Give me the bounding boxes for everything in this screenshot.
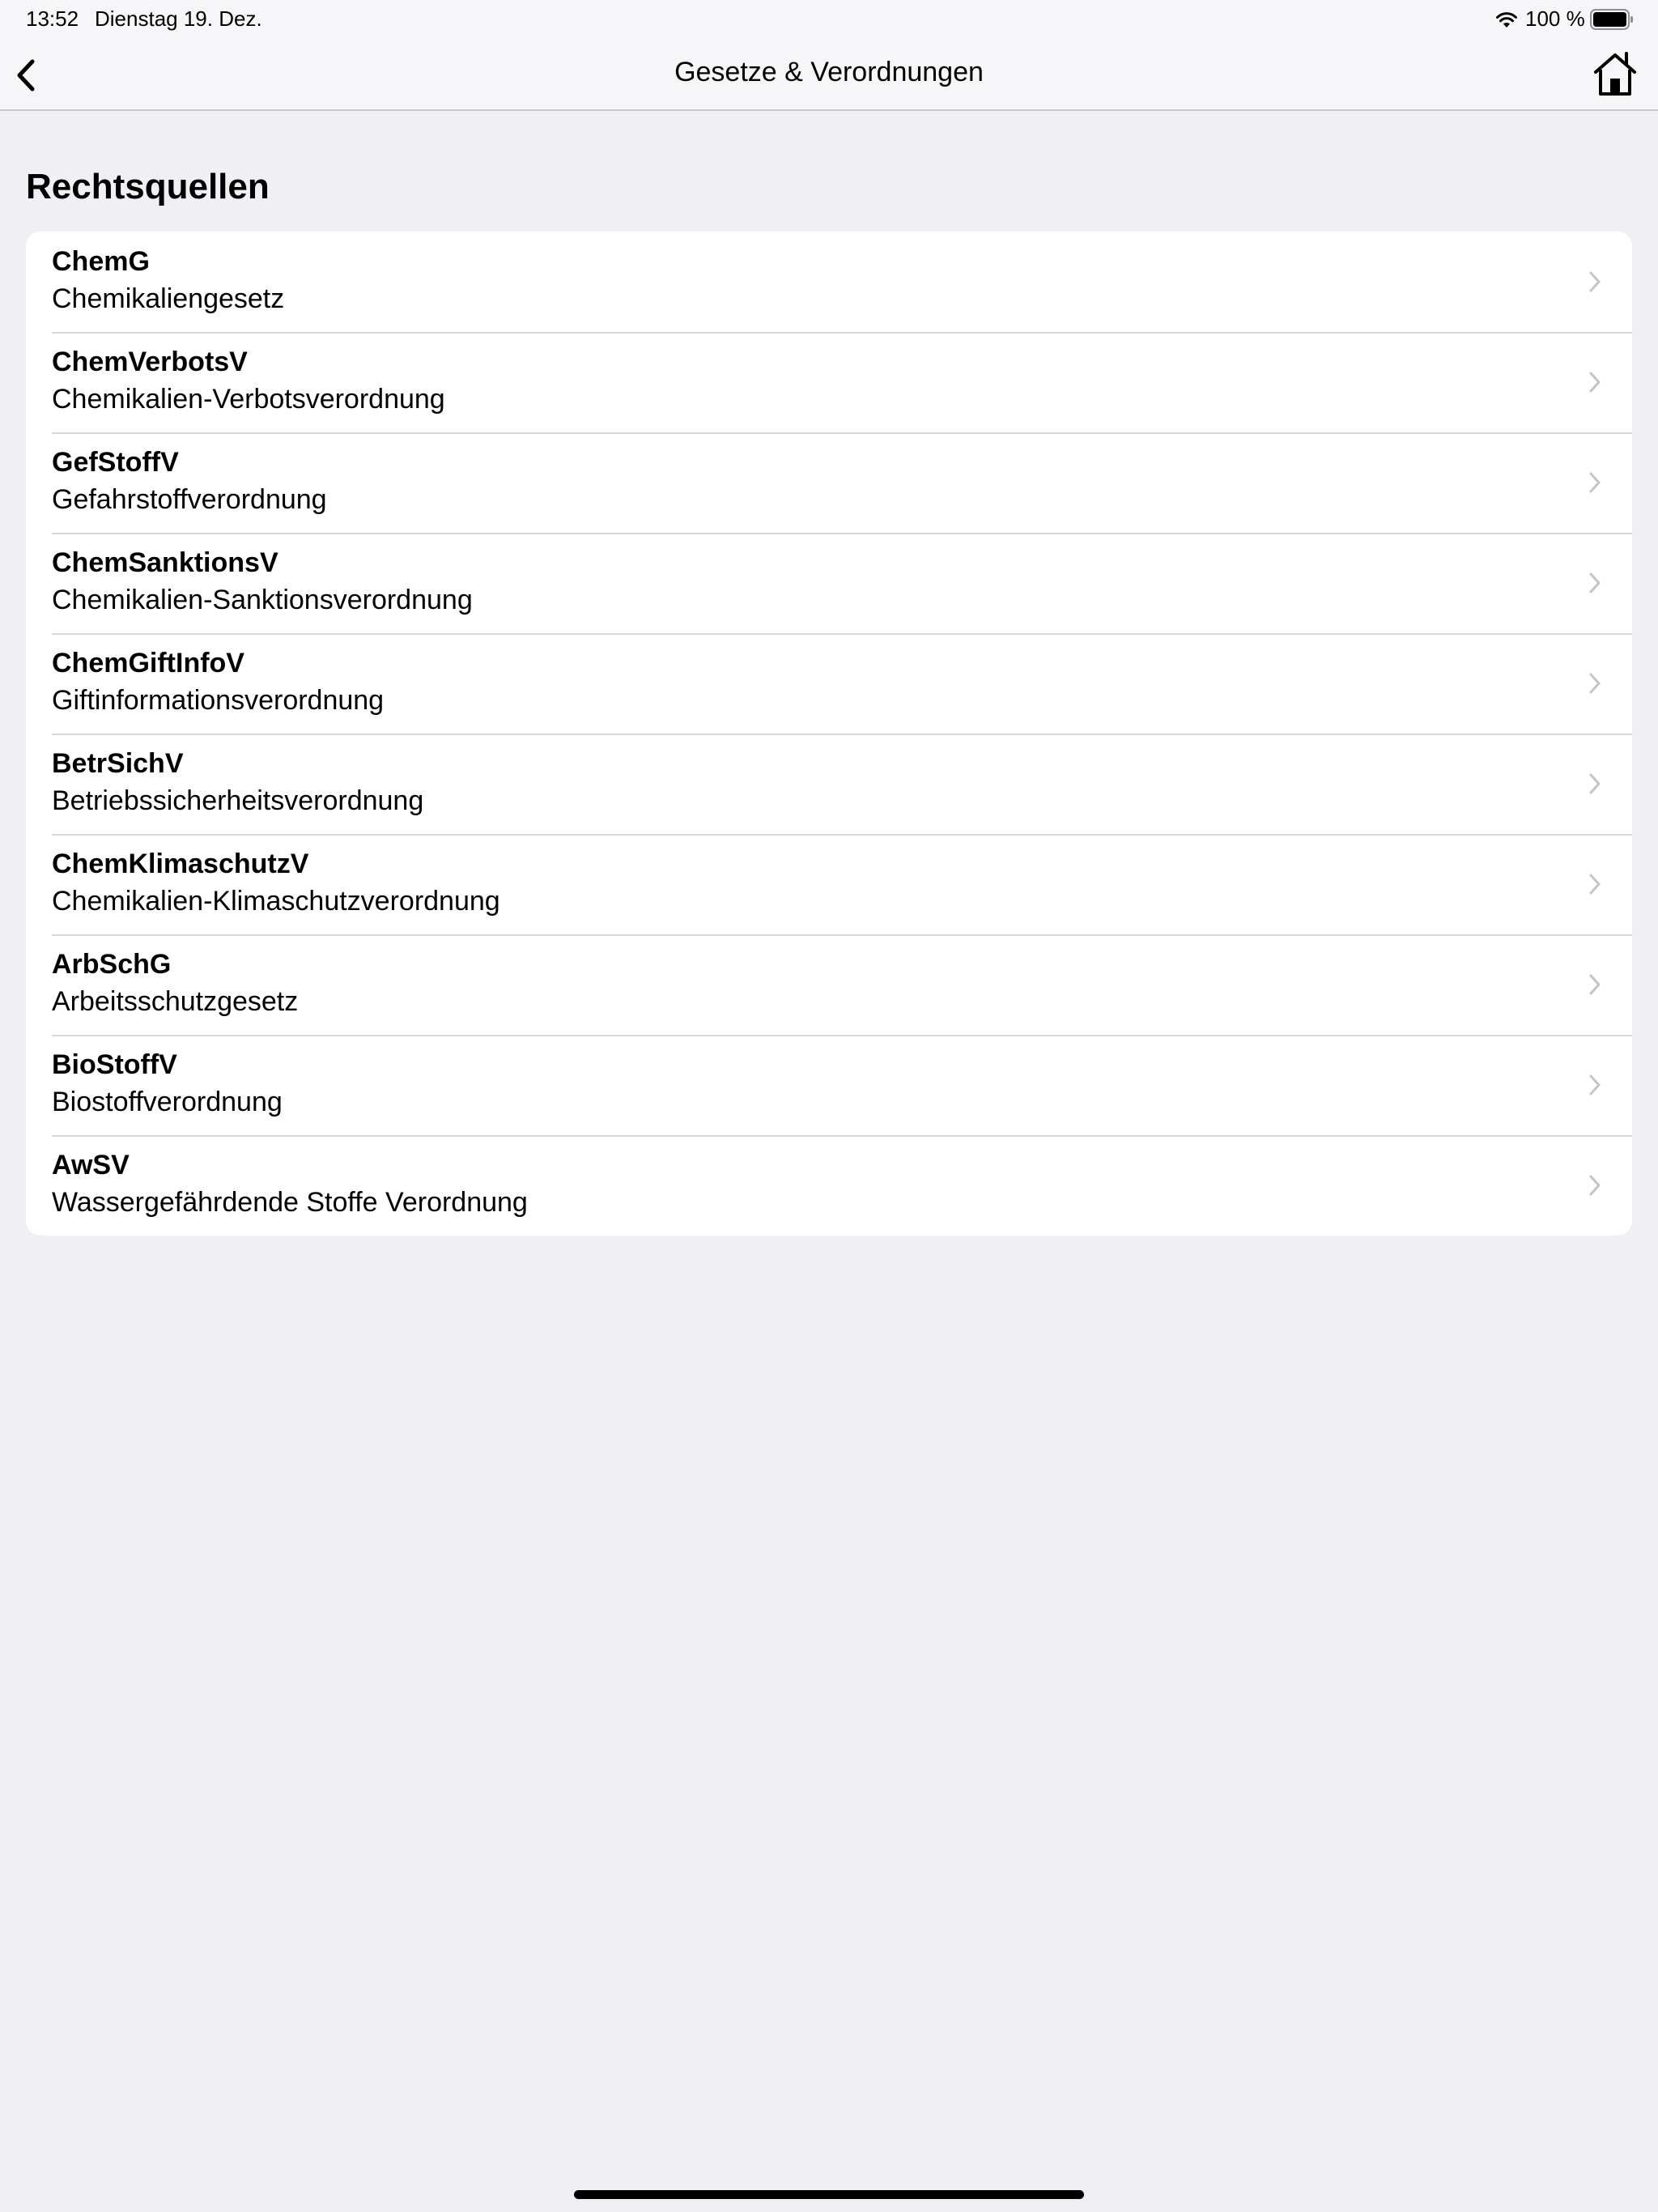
- item-abbreviation: ChemG: [52, 246, 150, 277]
- item-full-name: Gefahrstoffverordnung: [52, 484, 327, 515]
- list-item-arbschg[interactable]: [26, 934, 1632, 1035]
- item-full-name: Chemikalien-Klimaschutzverordnung: [52, 886, 500, 917]
- list-item-gefstoffv[interactable]: [26, 432, 1632, 533]
- chevron-right-icon: [1588, 672, 1601, 695]
- item-full-name: Wassergefährdende Stoffe Verordnung: [52, 1187, 528, 1218]
- item-abbreviation: ChemSanktionsV: [52, 547, 278, 578]
- chevron-right-icon: [1588, 371, 1601, 393]
- item-abbreviation: ArbSchG: [52, 949, 172, 980]
- home-icon[interactable]: [1592, 50, 1639, 97]
- item-full-name: Chemikalien-Verbotsverordnung: [52, 384, 445, 415]
- item-full-name: Arbeitsschutzgesetz: [52, 986, 299, 1017]
- item-abbreviation: BioStoffV: [52, 1049, 177, 1080]
- item-full-name: Chemikaliengesetz: [52, 283, 285, 314]
- status-bar: [0, 0, 1658, 40]
- battery-percent: 100 %: [1525, 6, 1585, 31]
- item-full-name: Betriebssicherheitsverordnung: [52, 785, 424, 816]
- chevron-right-icon: [1588, 1174, 1601, 1197]
- item-abbreviation: AwSV: [52, 1150, 130, 1180]
- wifi-icon: [1494, 10, 1519, 29]
- list-item-chemverbotsv[interactable]: [26, 332, 1632, 432]
- item-abbreviation: ChemGiftInfoV: [52, 648, 244, 678]
- chevron-right-icon: [1588, 1074, 1601, 1096]
- list-item-chemg[interactable]: [26, 232, 1632, 332]
- item-abbreviation: ChemKlimaschutzV: [52, 849, 309, 879]
- chevron-right-icon: [1588, 772, 1601, 795]
- chevron-right-icon: [1588, 572, 1601, 594]
- list-item-awsv[interactable]: [26, 1135, 1632, 1236]
- chevron-right-icon: [1588, 270, 1601, 293]
- status-date: Dienstag 19. Dez.: [95, 6, 262, 31]
- chevron-right-icon: [1588, 873, 1601, 895]
- status-time: 13:52: [26, 6, 79, 31]
- item-abbreviation: GefStoffV: [52, 447, 179, 478]
- law-list: [26, 232, 1632, 1236]
- list-item-chemsanktionsv[interactable]: [26, 533, 1632, 633]
- list-item-chemklimaschutzv[interactable]: [26, 834, 1632, 934]
- item-abbreviation: ChemVerbotsV: [52, 347, 248, 377]
- home-indicator[interactable]: [574, 2190, 1084, 2199]
- list-item-biostoffv[interactable]: [26, 1035, 1632, 1135]
- item-abbreviation: BetrSichV: [52, 748, 184, 779]
- list-item-chemgiftinfov[interactable]: [26, 633, 1632, 734]
- chevron-right-icon: [1588, 471, 1601, 494]
- list-item-betrsichv[interactable]: [26, 734, 1632, 834]
- item-full-name: Chemikalien-Sanktionsverordnung: [52, 585, 473, 615]
- navigation-bar: [0, 40, 1658, 111]
- item-full-name: Biostoffverordnung: [52, 1087, 283, 1117]
- battery-icon: [1590, 9, 1634, 30]
- item-full-name: Giftinformationsverordnung: [52, 685, 385, 716]
- page-title: Gesetze & Verordnungen: [674, 57, 984, 87]
- chevron-right-icon: [1588, 973, 1601, 996]
- section-title: Rechtsquellen: [26, 167, 270, 206]
